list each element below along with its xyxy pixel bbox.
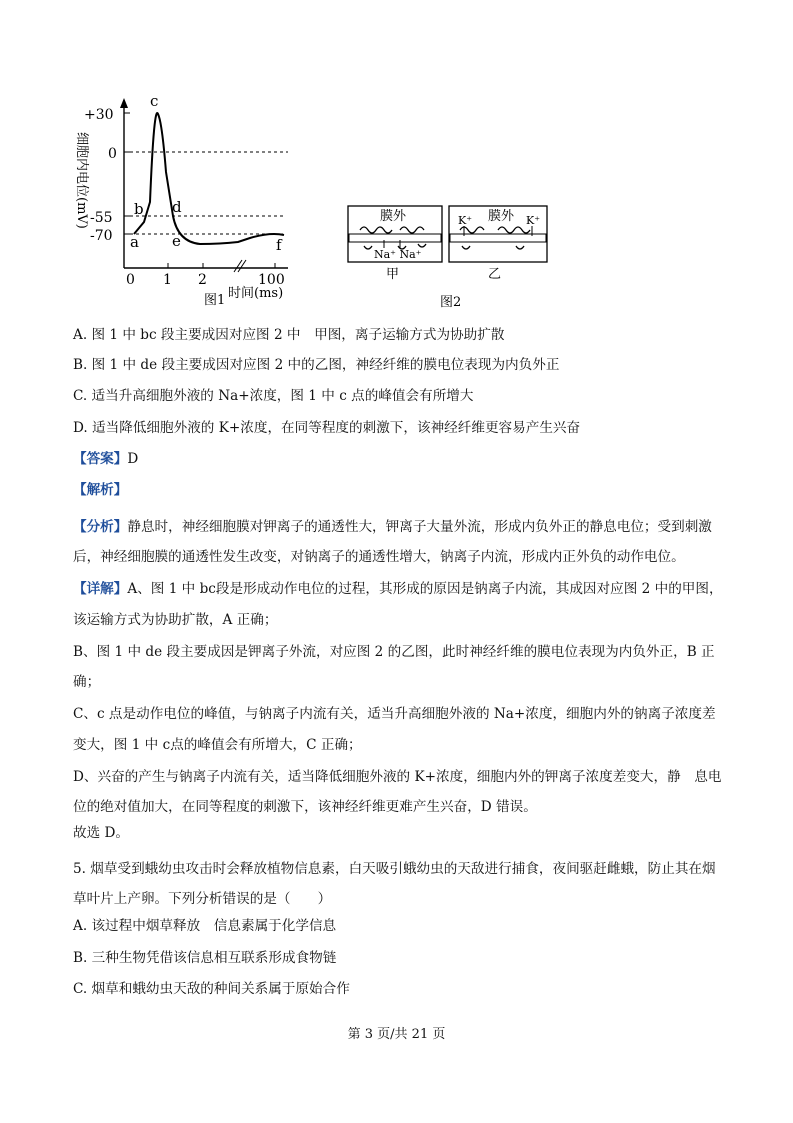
answer-tag: 【答案】 (73, 451, 128, 467)
q5-option-a: A. 该过程中烟草释放 信息素属于化学信息 (73, 918, 337, 934)
option-c: C. 适当升高细胞外液的 Na+浓度，图 1 中 c 点的峰值会有所增大 (73, 388, 474, 404)
point-c: c (150, 92, 159, 110)
point-b: b (134, 200, 144, 218)
fig2-jia: 甲 (386, 267, 400, 282)
fig2-yi-outside-label: 膜外 (488, 209, 515, 224)
fig2-caption: 图2 (440, 295, 462, 310)
option-a: A. 图 1 中 bc 段主要成因对应图 2 中 甲图，离子运输方式为协助扩散 (73, 327, 505, 343)
fig1-ylabel: 细胞内电位(mV) (74, 132, 89, 229)
analysis-tag: 【解析】 (73, 482, 128, 498)
fenxi-paragraph (73, 512, 723, 572)
xiangjie-paragraph (73, 574, 723, 636)
point-f: f (276, 236, 282, 254)
xtick-2: 2 (198, 272, 207, 288)
fig2-k-ion-right: K⁺ (526, 214, 541, 227)
fig2-k-ion-left: K⁺ (458, 214, 473, 227)
q5-option-b: B. 三种生物凭借该信息相互联系形成食物链 (73, 950, 337, 966)
figure2-diagram (346, 204, 551, 312)
answer-line (73, 449, 138, 469)
fig2-jia-outside-label: 膜外 (380, 209, 407, 224)
xtick-1: 1 (163, 272, 172, 288)
xtick-100: 100 (258, 272, 285, 288)
q5-option-c: C. 烟草和蛾幼虫天敌的种间关系属于原始合作 (73, 981, 350, 997)
xiangjie-tag: 【详解】 (73, 581, 128, 597)
option-b: B. 图 1 中 de 段主要成因对应图 2 中的乙图，神经纤维的膜电位表现为内负外正 (73, 357, 560, 373)
detail-b: B、图 1 中 de 段主要成因是钾离子外流，对应图 2 的乙图，此时神经纤维的膜电位表现为内负外正，B 正确； (73, 644, 715, 690)
ytick-0: 0 (108, 146, 117, 162)
answer-value: D (127, 451, 139, 467)
detail-a: A、图 1 中 bc段是形成动作电位的过程，其形成的原因是钠离子内流，其成因对应图 2 中的甲图，该运输方式为协助扩散，A 正确； (73, 581, 723, 628)
detail-c: C、c 点是动作电位的峰值，与钠离子内流有关，适当升高细胞外液的 Na+浓度，细胞内外的钠离子浓度差变大，图 1 中 c点的峰值会有所增大，C 正确； (73, 706, 716, 753)
fig2-yi: 乙 (488, 267, 502, 282)
conclusion: 故选 D。 (73, 825, 130, 841)
option-d: D. 适当降低细胞外液的 K+浓度，在同等程度的刺激下，该神经纤维更容易产生兴奋 (73, 420, 581, 436)
question-5-stem: 5. 烟草受到蛾幼虫攻击时会释放植物信息素，白天吸引蛾幼虫的天敌进行捕食，夜间驱赶雌蛾，防止其在烟草叶片上产卵。下列分析错误的是（ ） (73, 861, 716, 907)
fenxi-text: 静息时，神经细胞膜对钾离子的通透性大，钾离子大量外流，形成内负外正的静息电位；受到刺激后，神经细胞膜的通透性发生改变，对钠离子的通透性增大，钠离子内流，形成内正外负的动作电位。 (73, 519, 712, 565)
ytick-30: +30 (84, 107, 114, 123)
point-a: a (130, 233, 139, 251)
point-e: e (172, 232, 181, 250)
figure1-graph (70, 92, 300, 312)
fig2-na-ions: Na⁺ Na⁺ (374, 248, 422, 261)
fig1-caption: 图1 (204, 293, 226, 308)
detail-d: D、兴奋的产生与钠离子内流有关，适当降低细胞外液的 K+浓度，细胞内外的钾离子浓度差变大，静 息电位的绝对值加大，在同等程度的刺激下，该神经纤维更难产生兴奋，D 错误。 (73, 769, 722, 815)
fenxi-tag: 【分析】 (73, 519, 128, 535)
fig1-xlabel: 时间(ms) (228, 286, 284, 301)
xtick-0: 0 (126, 272, 135, 288)
point-d: d (172, 198, 182, 216)
ytick-55: -55 (90, 210, 113, 226)
ytick-70: -70 (90, 228, 113, 244)
page-footer: 第 3 页/共 21 页 (347, 1027, 446, 1042)
